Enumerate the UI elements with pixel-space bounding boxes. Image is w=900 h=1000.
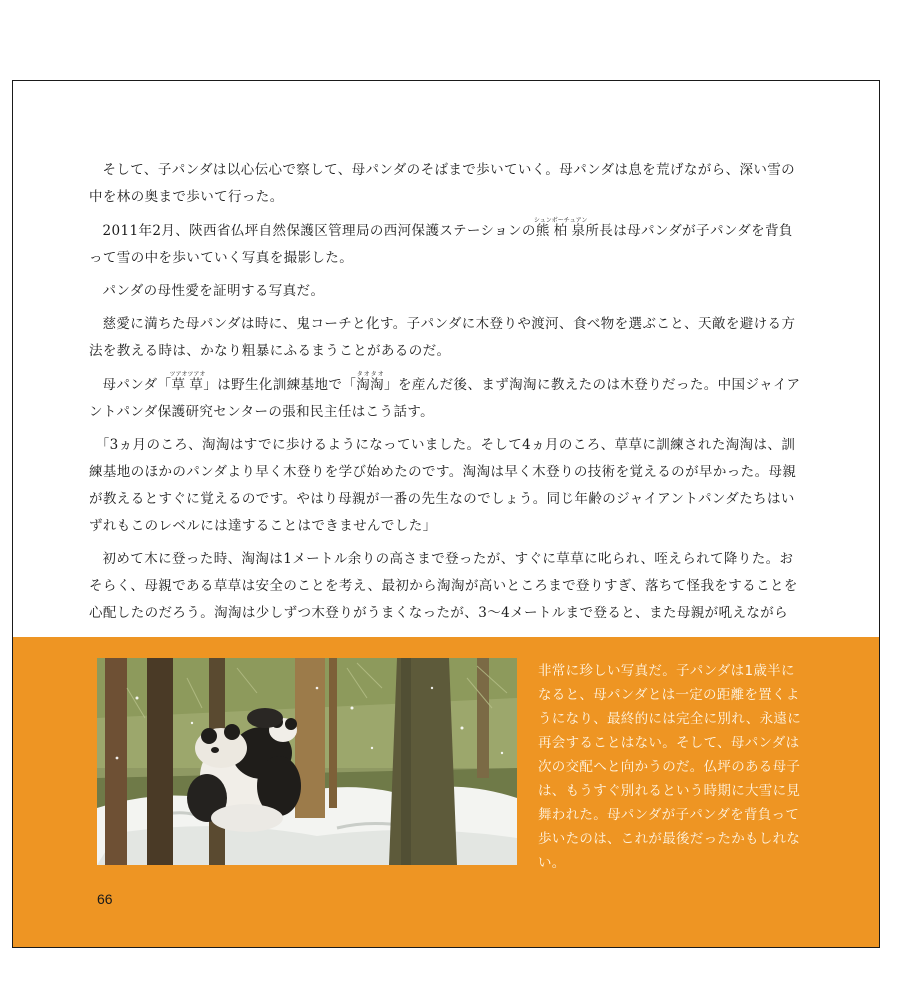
- article-body: [89, 157, 805, 633]
- photo-caption: 非常に珍しい写真だ。子パンダは1歳半になると、母パンダとは一定の距離を置くようになり、最終的には完全に別れ、永遠に再会することはない。そして、母パンダは次の交配へと向かうのだ。仏坪のある母子は、もうすぐ別れるという時期に大雪に見舞われた。母パンダが子パンダを背負って歩いたのは、これが最後だったかもしれない。: [538, 663, 802, 871]
- page-number: 66: [97, 891, 113, 907]
- paragraph-5-mid: 」は野生化訓練基地で「: [203, 377, 357, 393]
- ruby-base-caocao: 草草: [169, 377, 206, 393]
- book-page: [12, 80, 880, 948]
- paragraph-7: 初めて木に登った時、淘淘は1メートル余りの高さまで登ったが、すぐに草草に叱られ、咥えられて降りた。おそらく、母親である草草は安全のことを考え、最初から淘淘が高いところまで登りすぎ、落ちて怪我をすることを心配したのだろう。淘淘は少しずつ木登りがうまくなったが、3～4メートルまで登ると、また母親が吼えながら: [89, 551, 798, 621]
- paragraph-5-post: 」を産んだ後、まず淘淘に教えたのは木登りだった。中国ジャイアントパンダ保護研究センターの張和民主任はこう話す。: [89, 377, 801, 420]
- paragraph-2: [89, 217, 805, 272]
- caption-band: [13, 637, 879, 947]
- ruby-reading-caocao: ツアオツアオ: [169, 371, 206, 378]
- name-ruby-xiong: [533, 217, 588, 239]
- paragraph-4: 慈愛に満ちた母パンダは時に、鬼コーチと化す。子パンダに木登りや渡河、食べ物を選ぶこと、天敵を避ける方法を教える時は、かなり粗暴にふるまうことがあるのだ。: [89, 316, 796, 359]
- paragraph-3: パンダの母性愛を証明する写真だ。: [102, 283, 325, 299]
- name-ruby-taotao: [356, 371, 385, 393]
- ruby-reading-taotao: タオタオ: [356, 371, 385, 378]
- name-ruby-caocao: [169, 371, 206, 393]
- ruby-base-xiong: 熊柏泉: [533, 223, 588, 239]
- panda-photo: [97, 658, 517, 865]
- panda-in-snow-illustration: [97, 658, 517, 865]
- paragraph-6-quote: 「3ヵ月のころ、淘淘はすでに歩けるようになっていました。そして4ヵ月のころ、草草に訓練された淘淘は、訓練基地のほかのパンダより早く木登りを学び始めたのです。淘淘は早く木登りの技術を覚えるのが早かった。母親が教えるとすぐに覚えるのです。やはり母親が一番の先生なのでしょう。同じ年齢のジャイアントパンダたちはいずれもこのレベルには達することはできませんでした」: [89, 437, 797, 534]
- ruby-reading-xiong: シュンボーチュアン: [533, 217, 588, 224]
- ruby-base-taotao: 淘淘: [356, 377, 385, 393]
- paragraph-1: そして、子パンダは以心伝心で察して、母パンダのそばまで歩いていく。母パンダは息を荒げながら、深い雪の中を林の奥まで歩いて行った。: [89, 162, 796, 205]
- paragraph-5-pre: 母パンダ「: [102, 377, 172, 393]
- paragraph-2-post: 所長は母パンダが子パンダを背負って雪の中を歩いていく写真を撮影した。: [89, 223, 793, 266]
- paragraph-2-pre: 2011年2月、陝西省仏坪自然保護区管理局の西河保護ステーションの: [102, 223, 536, 239]
- paragraph-5: [89, 371, 805, 426]
